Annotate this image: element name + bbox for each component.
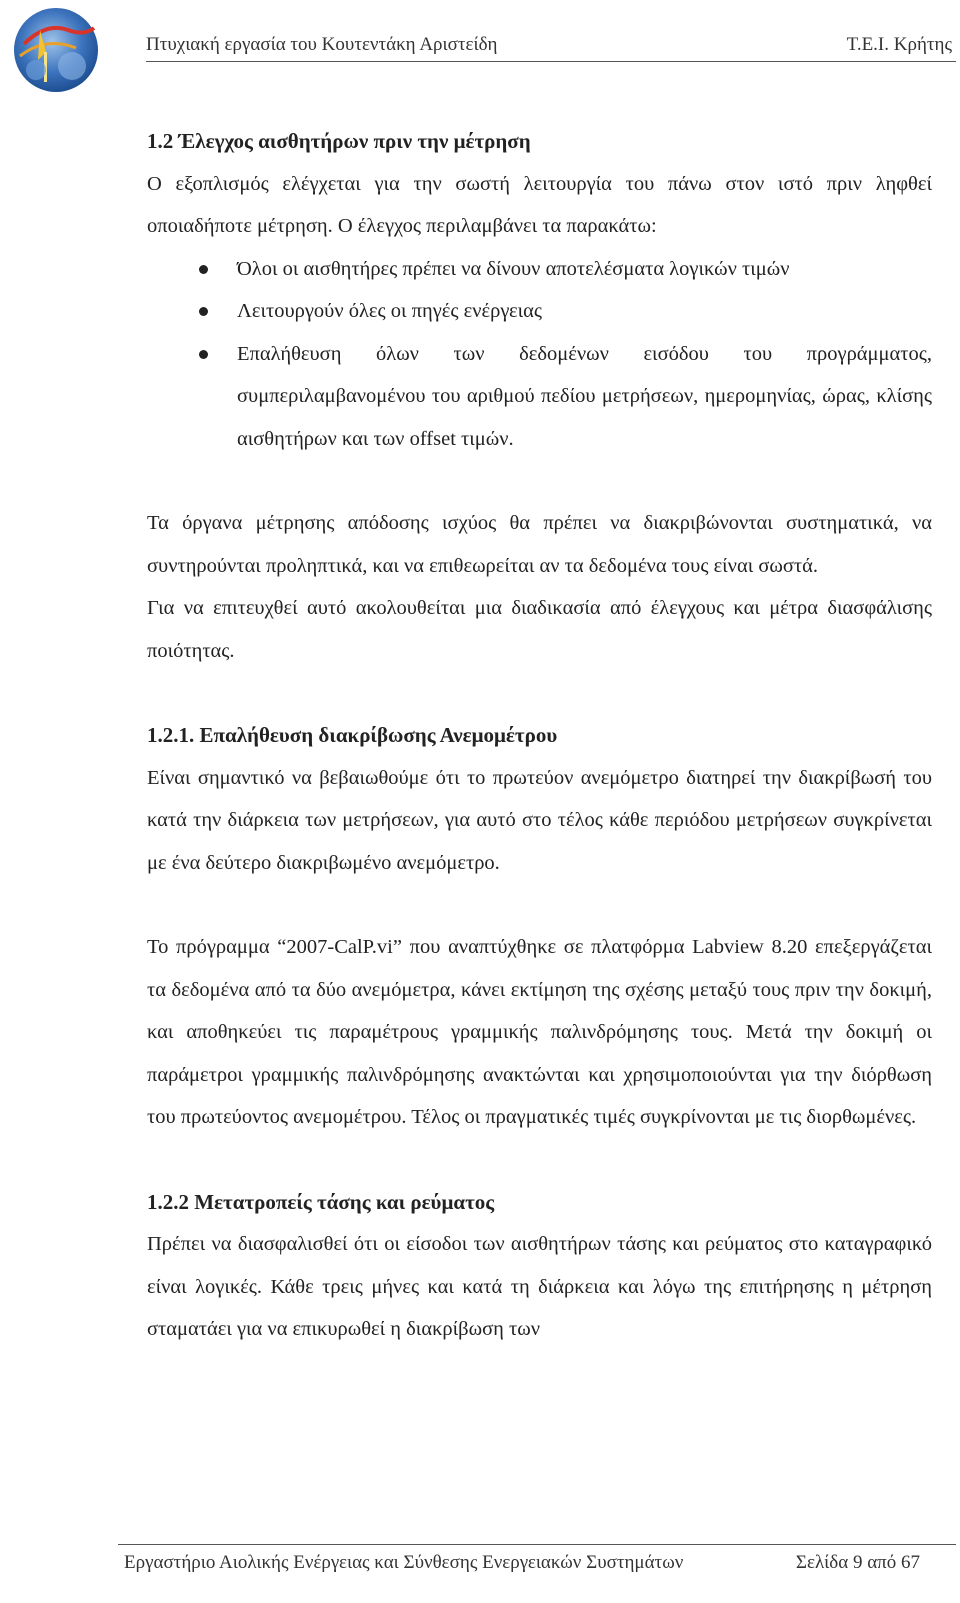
list-item-text: Λειτουργούν όλες οι πηγές ενέργειας [237, 300, 543, 322]
header-institution: Τ.Ε.Ι. Κρήτης [846, 34, 952, 55]
body-paragraph: Πρέπει να διασφαλισθεί ότι οι είσοδοι των αισθητήρων τάσης και ρεύματος στο καταγραφικό είναι λογικές. Κάθε τρεις μήνες και κατά τη διάρκεια και λόγω της επιτήρησης η μέτρηση σταματάει για να επικυρωθεί η διακρίβωση των [147, 1233, 932, 1340]
section-heading-1-2-1: 1.2.1. Επαλήθευση διακρίβωσης Ανεμομέτρου [147, 723, 558, 747]
page-footer [0, 1538, 960, 1578]
body-paragraph: Το πρόγραμμα “2007-CalP.vi” που αναπτύχθηκε σε πλατφόρμα Labview 8.20 επεξεργάζεται τα δεδομένα από τα δύο ανεμόμετρα, κάνει εκτίμηση της σχέσης μεταξύ τους πριν την δοκιμή, και αποθηκεύει τις παραμέτρους γραμμικής παλινδρόμησης τους. Μετά την δοκιμή οι παράμετροι γραμμικής παλινδρόμησης ανακτώνται και χρησιμοποιούνται για την διόρθωση του πρωτεύοντος ανεμομέτρου. Τέλος οι πραγματικές τιμές συγκρίνονται με τις διορθωμένες. [147, 936, 932, 1128]
section-heading-1-2-2: 1.2.2 Μετατροπείς τάσης και ρεύματος [147, 1189, 495, 1214]
spacer [147, 884, 932, 926]
spacer [147, 672, 932, 714]
list-item-text: Επαλήθευση όλων των δεδομένων εισόδου του προγράμματος, συμπεριλαμβανομένου του αριθμού πεδίου μετρήσεων, ημερομηνίας, ώρας, κλίσης αισθητήρων και των offset τιμών. [237, 342, 932, 450]
list-item [147, 333, 932, 461]
section-intro-paragraph: Ο εξοπλισμός ελέγχεται για την σωστή λειτουργία του πάνω στον ιστό πριν ληφθεί οποιαδήποτε μέτρηση. Ο έλεγχος περιλαμβάνει τα παρακάτω: [147, 172, 932, 237]
list-item-text: Όλοι οι αισθητήρες πρέπει να δίνουν αποτελέσματα λογικών τιμών [237, 257, 790, 280]
body-paragraph: Για να επιτευχθεί αυτό ακολουθείται μια διαδικασία από έλεγχους και μέτρα διασφάλισης ποιότητας. [147, 597, 932, 662]
footer-divider [118, 1544, 956, 1545]
spacer [147, 460, 932, 502]
page-number: Σελίδα 9 από 67 [795, 1552, 920, 1573]
bullet-icon [199, 350, 208, 359]
institution-logo-icon [6, 4, 102, 94]
page-header [0, 0, 960, 100]
bullet-icon [199, 265, 208, 274]
footer-lab-name: Εργαστήριο Αιολικής Ενέργειας και Σύνθεσης Ενεργειακών Συστημάτων [124, 1552, 684, 1573]
document-body [147, 120, 932, 1351]
list-item [147, 290, 932, 333]
list-item [147, 248, 932, 291]
section-heading-1-2: 1.2 Έλεγχος αισθητήρων πριν την μέτρηση [147, 129, 531, 153]
body-paragraph: Είναι σημαντικό να βεβαιωθούμε ότι το πρωτεύον ανεμόμετρο διατηρεί την διακρίβωσή του κατά την διάρκεια των μετρήσεων, για αυτό στο τέλος κάθε περιόδου μετρήσεων συγκρίνεται με ένα δεύτερο διακριβωμένο ανεμόμετρο. [147, 766, 932, 874]
spacer [147, 1139, 932, 1181]
checklist [147, 248, 932, 461]
header-title: Πτυχιακή εργασία του Κουτεντάκη Αριστείδη [146, 34, 498, 55]
header-divider [146, 61, 956, 62]
bullet-icon [199, 307, 208, 316]
body-paragraph: Τα όργανα μέτρησης απόδοσης ισχύος θα πρέπει να διακριβώνονται συστηματικά, να συντηρούνται προληπτικά, και να επιθεωρείται αν τα δεδομένα τους είναι σωστά. [147, 512, 932, 577]
